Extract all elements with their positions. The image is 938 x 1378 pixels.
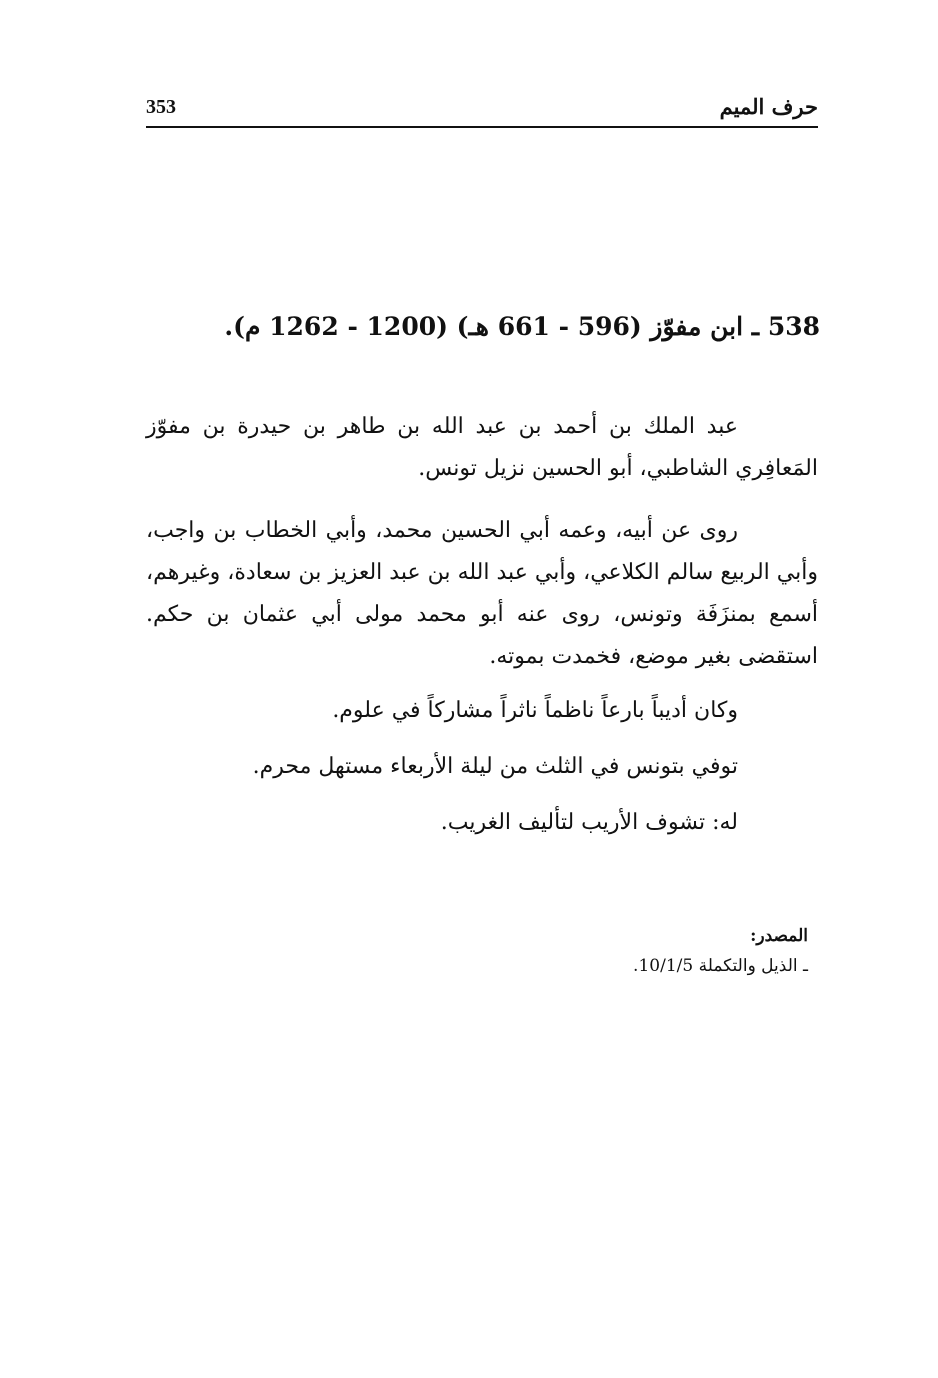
paragraph-lineage	[146, 406, 818, 490]
paragraph-death: توفي بتونس في الثلث من ليلة الأربعاء مستهل محرم.	[252, 754, 738, 779]
paragraph-lineage-text: عبد الملك بن أحمد بن عبد الله بن طاهر بن حيدرة بن مفوّز المَعافِري الشاطبي، أبو الحسين نزيل تونس.	[146, 414, 818, 481]
paragraph-character: وكان أديباً بارعاً ناظماً ناثراً مشاركاً في علوم.	[332, 698, 738, 723]
paragraph-works: له: تشوف الأريب لتأليف الغريب.	[440, 810, 738, 835]
paragraph-teachers	[146, 510, 818, 678]
paragraph-teachers-text: روى عن أبيه، وعمه أبي الحسين محمد، وأبي الخطاب بن واجب، وأبي الربيع سالم الكلاعي، وأبي عبد الله بن عبد العزيز بن سعادة، وغيرهم، أسمع بمنزَفَة وتونس، روى عنه أبو محمد مولى أبي عثمان بن حكم. استقضى بغير موضع، فخمدت بموته.	[146, 518, 818, 669]
page-number: 353	[146, 96, 176, 118]
page-header	[146, 92, 818, 128]
running-head: حرف الميم	[719, 94, 818, 119]
source-item: ـ الذيل والتكملة 10/1/5.	[633, 956, 808, 976]
sources-label: المصدر:	[750, 926, 808, 946]
entry-title: 538 ـ ابن مفوّز (596 - 661 هـ) (1200 - 1262 م).	[224, 312, 820, 341]
